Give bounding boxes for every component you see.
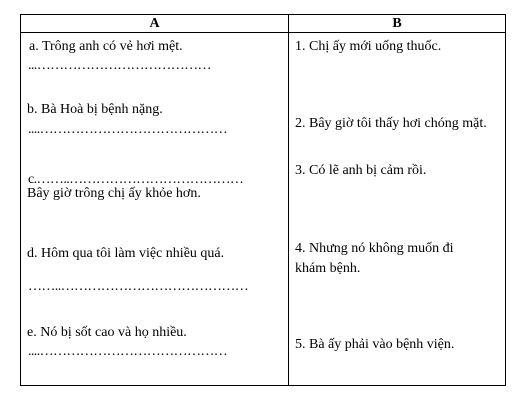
matching-table — [20, 14, 506, 386]
item-4-text-line1: 4. Nhưng nó không muốn đi — [295, 241, 454, 256]
item-c-text: Bây giờ trông chị ấy khỏe hơn. — [27, 186, 201, 201]
header-b: B — [289, 15, 506, 33]
item-2-text: 2. Bây giờ tôi thấy hơi chóng mặt. — [295, 116, 487, 131]
item-d-blank: ……..…………………………………… — [28, 279, 249, 294]
item-a-text: a. Trông anh có vẻ hơi mệt. — [29, 39, 183, 54]
item-b-blank: ....…………………………………… — [28, 122, 228, 137]
content-row — [21, 33, 506, 386]
item-e-blank: ....…………………………………… — [28, 344, 228, 359]
column-b-cell — [289, 33, 506, 386]
item-4-text-line2: khám bệnh. — [295, 261, 361, 276]
item-5-text: 5. Bà ấy phải vào bệnh viện. — [295, 337, 455, 352]
item-c-blank: c.……..………………………………… — [28, 172, 244, 187]
item-a-blank: ...………………………………… — [28, 58, 211, 73]
header-row — [21, 15, 506, 33]
column-a-cell — [21, 33, 289, 386]
header-a: A — [21, 15, 289, 33]
item-b-text: b. Bà Hoà bị bệnh nặng. — [27, 102, 163, 117]
item-3-text: 3. Có lẽ anh bị cảm rồi. — [295, 163, 427, 178]
item-1-text: 1. Chị ấy mới uống thuốc. — [295, 39, 442, 54]
item-d-text: d. Hôm qua tôi làm việc nhiều quá. — [27, 246, 225, 261]
item-e-text: e. Nó bị sốt cao và họ nhiều. — [27, 325, 187, 340]
